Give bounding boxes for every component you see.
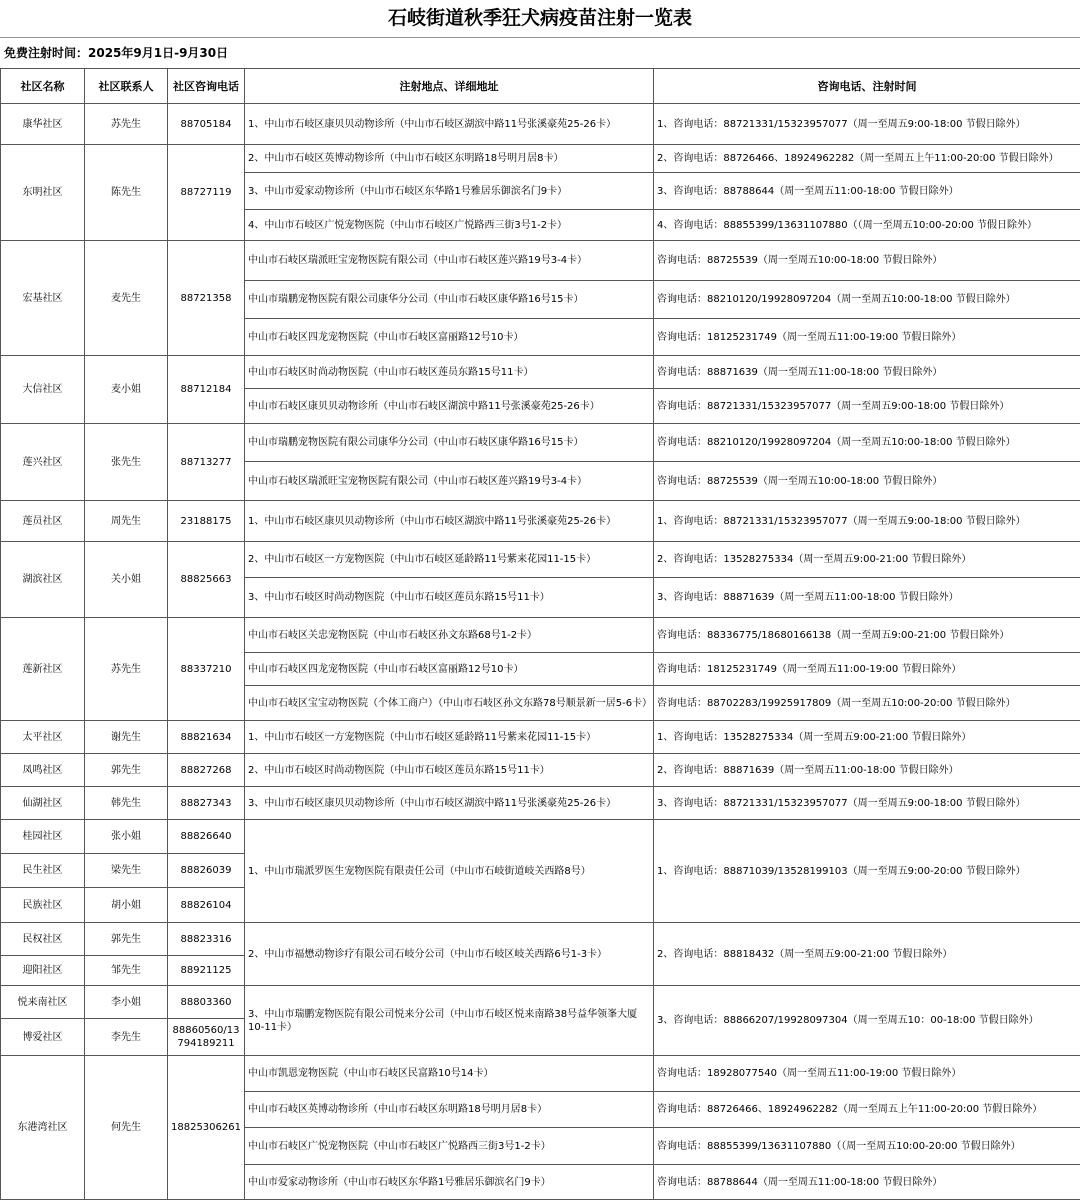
- site-info: 咨询电话：88210120/19928097204（周一至周五10:00-18:00 节假日除外）: [654, 424, 1080, 462]
- table-row: [1, 145, 1080, 173]
- community-contact: 张先生: [85, 424, 168, 501]
- community-phone: 88721358: [168, 241, 245, 356]
- site-info: 3、咨询电话：88721331/15323957077（周一至周五9:00-18:00 节假日除外）: [654, 787, 1080, 820]
- community-contact: 李小姐: [85, 986, 168, 1019]
- community-contact: 梁先生: [85, 854, 168, 888]
- community-phone: 88826640: [168, 820, 245, 854]
- site-info: 1、咨询电话：88721331/15323957077（周一至周五9:00-18:00 节假日除外）: [654, 104, 1080, 145]
- site-address: 2、中山市福懋动物诊疗有限公司石岐分公司（中山市石岐区岐关西路6号1-3卡）: [245, 923, 654, 986]
- community-phone: 88825663: [168, 542, 245, 618]
- table-row: [1, 241, 1080, 281]
- community-phone: 88713277: [168, 424, 245, 501]
- site-address: 3、中山市瑞鹏宠物医院有限公司悦来分公司（中山市石岐区悦来南路38号益华领峯大厦10-11卡）: [245, 986, 654, 1056]
- site-info: 3、咨询电话：88788644（周一至周五11:00-18:00 节假日除外）: [654, 173, 1080, 210]
- community-name: 民族社区: [1, 888, 85, 923]
- community-contact: 陈先生: [85, 145, 168, 241]
- site-address: 3、中山市石岐区康贝贝动物诊所（中山市石岐区湖滨中路11号张溪豪苑25-26卡）: [245, 787, 654, 820]
- community-name: 迎阳社区: [1, 956, 85, 986]
- site-address: 中山市石岐区英博动物诊所（中山市石岐区东明路18号明月居8卡）: [245, 1092, 654, 1128]
- community-phone: 88727119: [168, 145, 245, 241]
- community-contact: 胡小姐: [85, 888, 168, 923]
- site-address: 中山市瑞鹏宠物医院有限公司康华分公司（中山市石岐区康华路16号15卡）: [245, 424, 654, 462]
- community-phone: 88337210: [168, 618, 245, 721]
- community-name: 湖滨社区: [1, 542, 85, 618]
- site-info: 2、咨询电话：88818432（周一至周五9:00-21:00 节假日除外）: [654, 923, 1080, 986]
- site-info: 咨询电话：88721331/15323957077（周一至周五9:00-18:00 节假日除外）: [654, 389, 1080, 424]
- site-info: 1、咨询电话：88721331/15323957077（周一至周五9:00-18:00 节假日除外）: [654, 501, 1080, 542]
- site-address: 中山市石岐区时尚动物医院（中山市石岐区莲员东路15号11卡）: [245, 356, 654, 389]
- header-info: 咨询电话、注射时间: [654, 69, 1080, 104]
- community-contact: 郭先生: [85, 923, 168, 956]
- community-name: 宏基社区: [1, 241, 85, 356]
- table-row: [1, 754, 1080, 787]
- site-address: 中山市石岐区宝宝动物医院（个体工商户）（中山市石岐区孙文东路78号顺景新一居5-6卡）: [245, 686, 654, 721]
- site-address: 1、中山市瑞派罗医生宠物医院有限责任公司（中山市石岐街道岐关西路8号）: [245, 820, 654, 923]
- site-info: 1、咨询电话：88871039/13528199103（周一至周五9:00-20:00 节假日除外）: [654, 820, 1080, 923]
- community-phone: 23188175: [168, 501, 245, 542]
- community-name: 康华社区: [1, 104, 85, 145]
- site-address: 3、中山市爱家动物诊所（中山市石岐区东华路1号雅居乐御滨名门9卡）: [245, 173, 654, 210]
- header-address: 注射地点、详细地址: [245, 69, 654, 104]
- header-community: 社区名称: [1, 69, 85, 104]
- site-address: 中山市石岐区广悦宠物医院（中山市石岐区广悦路西三街3号1-2卡）: [245, 1128, 654, 1165]
- site-address: 中山市瑞鹏宠物医院有限公司康华分公司（中山市石岐区康华路16号15卡）: [245, 281, 654, 319]
- community-name: 东港湾社区: [1, 1056, 85, 1200]
- site-address: 2、中山市石岐区时尚动物医院（中山市石岐区莲员东路15号11卡）: [245, 754, 654, 787]
- site-address: 中山市石岐区四龙宠物医院（中山市石岐区富丽路12号10卡）: [245, 319, 654, 356]
- site-address: 4、中山市石岐区广悦宠物医院（中山市石岐区广悦路西三街3号1-2卡）: [245, 210, 654, 241]
- community-phone: 88803360: [168, 986, 245, 1019]
- site-info: 咨询电话：88725539（周一至周五10:00-18:00 节假日除外）: [654, 462, 1080, 501]
- community-name: 莲兴社区: [1, 424, 85, 501]
- site-info: 咨询电话：88702283/19925917809（周一至周五10:00-20:00 节假日除外）: [654, 686, 1080, 721]
- table-row: [1, 787, 1080, 820]
- community-contact: 谢先生: [85, 721, 168, 754]
- table-row: [1, 542, 1080, 578]
- community-phone: 88821634: [168, 721, 245, 754]
- community-contact: 何先生: [85, 1056, 168, 1200]
- site-address: 中山市爱家动物诊所（中山市石岐区东华路1号雅居乐御滨名门9卡）: [245, 1165, 654, 1200]
- site-address: 中山市石岐区关忠宠物医院（中山市石岐区孙文东路68号1-2卡）: [245, 618, 654, 653]
- table-row: [1, 424, 1080, 462]
- community-name: 桂园社区: [1, 820, 85, 854]
- community-name: 民生社区: [1, 854, 85, 888]
- site-info: 咨询电话：88726466、18924962282（周一至周五上午11:00-20:00 节假日除外）: [654, 1092, 1080, 1128]
- community-phone: 88827343: [168, 787, 245, 820]
- table-row: [1, 820, 1080, 854]
- site-info: 3、咨询电话：88871639（周一至周五11:00-18:00 节假日除外）: [654, 578, 1080, 618]
- community-name: 民权社区: [1, 923, 85, 956]
- site-info: 2、咨询电话：88871639（周一至周五11:00-18:00 节假日除外）: [654, 754, 1080, 787]
- community-phone: 88860560/13794189211: [168, 1019, 245, 1056]
- site-address: 1、中山市石岐区一方宠物医院（中山市石岐区延龄路11号紫来花园11-15卡）: [245, 721, 654, 754]
- site-info: 咨询电话：88788644（周一至周五11:00-18:00 节假日除外）: [654, 1165, 1080, 1200]
- community-contact: 麦先生: [85, 241, 168, 356]
- injection-period: 免费注射时间：2025年9月1日-9月30日: [0, 38, 1080, 68]
- community-name: 仙湖社区: [1, 787, 85, 820]
- community-phone: 88826104: [168, 888, 245, 923]
- table-row: [1, 356, 1080, 389]
- site-info: 咨询电话：18125231749（周一至周五11:00-19:00 节假日除外）: [654, 319, 1080, 356]
- site-info: 咨询电话：88855399/13631107880（（周一至周五10:00-20:00 节假日除外）: [654, 1128, 1080, 1165]
- site-address: 中山市石岐区康贝贝动物诊所（中山市石岐区湖滨中路11号张溪豪苑25-26卡）: [245, 389, 654, 424]
- table-row: [1, 923, 1080, 956]
- site-info: 咨询电话：18125231749（周一至周五11:00-19:00 节假日除外）: [654, 653, 1080, 686]
- site-address: 3、中山市石岐区时尚动物医院（中山市石岐区莲员东路15号11卡）: [245, 578, 654, 618]
- community-phone: 88921125: [168, 956, 245, 986]
- community-name: 悦来南社区: [1, 986, 85, 1019]
- site-info: 3、咨询电话：88866207/19928097304（周一至周五10：00-18:00 节假日除外）: [654, 986, 1080, 1056]
- table-row: [1, 1056, 1080, 1092]
- community-contact: 李先生: [85, 1019, 168, 1056]
- site-address: 中山市凯恩宠物医院（中山市石岐区民富路10号14卡）: [245, 1056, 654, 1092]
- table-row: [1, 104, 1080, 145]
- community-name: 凤鸣社区: [1, 754, 85, 787]
- community-phone: 88823316: [168, 923, 245, 956]
- schedule-table: [0, 68, 1080, 1200]
- site-info: 咨询电话：18928077540（周一至周五11:00-19:00 节假日除外）: [654, 1056, 1080, 1092]
- site-info: 咨询电话：88210120/19928097204（周一至周五10:00-18:00 节假日除外）: [654, 281, 1080, 319]
- site-address: 2、中山市石岐区英博动物诊所（中山市石岐区东明路18号明月居8卡）: [245, 145, 654, 173]
- community-contact: 关小姐: [85, 542, 168, 618]
- table-row: [1, 986, 1080, 1019]
- header-contact: 社区联系人: [85, 69, 168, 104]
- site-address: 中山市石岐区四龙宠物医院（中山市石岐区富丽路12号10卡）: [245, 653, 654, 686]
- site-info: 2、咨询电话：88726466、18924962282（周一至周五上午11:00-20:00 节假日除外）: [654, 145, 1080, 173]
- community-name: 莲新社区: [1, 618, 85, 721]
- site-info: 咨询电话：88725539（周一至周五10:00-18:00 节假日除外）: [654, 241, 1080, 281]
- site-info: 咨询电话：88336775/18680166138（周一至周五9:00-21:00 节假日除外）: [654, 618, 1080, 653]
- community-name: 博爱社区: [1, 1019, 85, 1056]
- community-name: 东明社区: [1, 145, 85, 241]
- community-contact: 张小姐: [85, 820, 168, 854]
- community-name: 莲员社区: [1, 501, 85, 542]
- page-title: 石岐街道秋季狂犬病疫苗注射一览表: [0, 0, 1080, 38]
- community-phone: 88712184: [168, 356, 245, 424]
- community-phone: 88827268: [168, 754, 245, 787]
- community-contact: 苏先生: [85, 104, 168, 145]
- community-name: 大信社区: [1, 356, 85, 424]
- site-address: 2、中山市石岐区一方宠物医院（中山市石岐区延龄路11号紫来花园11-15卡）: [245, 542, 654, 578]
- table-row: [1, 618, 1080, 653]
- community-contact: 苏先生: [85, 618, 168, 721]
- site-info: 1、咨询电话：13528275334（周一至周五9:00-21:00 节假日除外）: [654, 721, 1080, 754]
- community-phone: 18825306261: [168, 1056, 245, 1200]
- table-row: [1, 501, 1080, 542]
- community-contact: 周先生: [85, 501, 168, 542]
- site-info: 2、咨询电话：13528275334（周一至周五9:00-21:00 节假日除外）: [654, 542, 1080, 578]
- community-contact: 韩先生: [85, 787, 168, 820]
- header-phone: 社区咨询电话: [168, 69, 245, 104]
- site-address: 中山市石岐区瑞派旺宝宠物医院有限公司（中山市石岐区莲兴路19号3-4卡）: [245, 241, 654, 281]
- header-row: [1, 69, 1080, 104]
- community-phone: 88705184: [168, 104, 245, 145]
- table-row: [1, 721, 1080, 754]
- community-name: 太平社区: [1, 721, 85, 754]
- site-address: 中山市石岐区瑞派旺宝宠物医院有限公司（中山市石岐区莲兴路19号3-4卡）: [245, 462, 654, 501]
- site-address: 1、中山市石岐区康贝贝动物诊所（中山市石岐区湖滨中路11号张溪豪苑25-26卡）: [245, 104, 654, 145]
- site-address: 1、中山市石岐区康贝贝动物诊所（中山市石岐区湖滨中路11号张溪豪苑25-26卡）: [245, 501, 654, 542]
- community-contact: 邹先生: [85, 956, 168, 986]
- community-contact: 郭先生: [85, 754, 168, 787]
- site-info: 咨询电话：88871639（周一至周五11:00-18:00 节假日除外）: [654, 356, 1080, 389]
- site-info: 4、咨询电话：88855399/13631107880（（周一至周五10:00-20:00 节假日除外）: [654, 210, 1080, 241]
- community-phone: 88826039: [168, 854, 245, 888]
- community-contact: 麦小姐: [85, 356, 168, 424]
